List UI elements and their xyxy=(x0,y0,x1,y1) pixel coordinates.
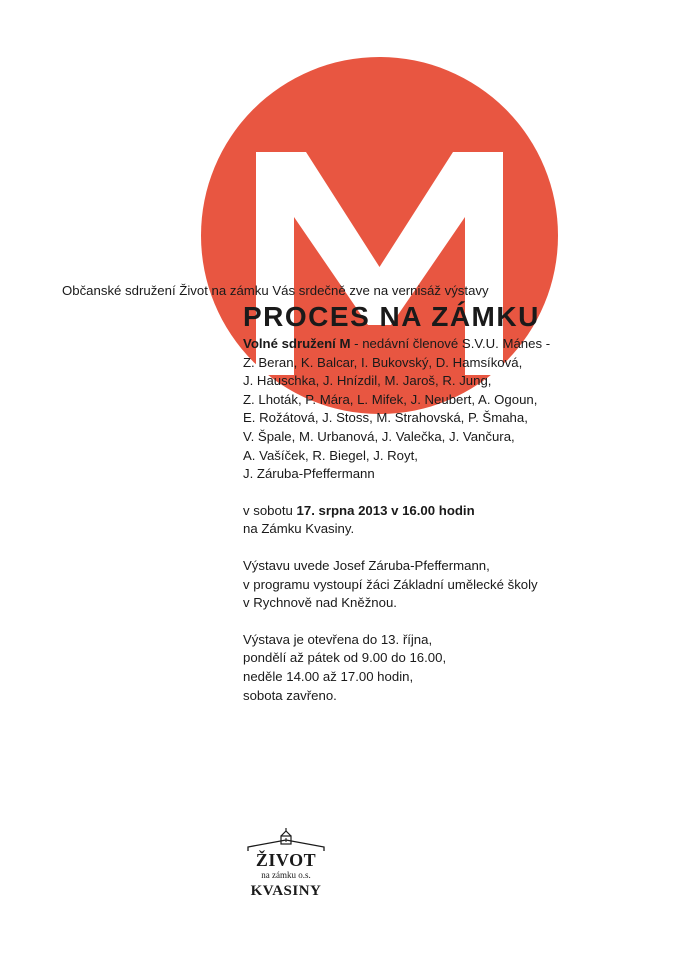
logo-zivot: ŽIVOT xyxy=(255,850,317,870)
member-line: J. Hauschka, J. Hnízdil, M. Jaroš, R. Jung, xyxy=(243,373,492,389)
exhibition-title: PROCES NA ZÁMKU xyxy=(243,301,540,332)
program-block xyxy=(243,557,663,613)
date-place: na Zámku Kvasiny. xyxy=(243,521,355,537)
member-line: Z. Lhoták, P. Mára, L. Mifek, J. Neubert, A. Ogoun, xyxy=(243,391,538,407)
date-prefix: v sobotu xyxy=(243,502,297,518)
logo-kvasiny: KVASINY xyxy=(250,883,322,899)
hours-line: pondělí až pátek od 9.00 do 16.00, xyxy=(243,650,447,666)
invitation-body xyxy=(243,335,663,705)
member-line: Z. Beran, K. Balcar, I. Bukovský, D. Hamsíková, xyxy=(243,354,523,370)
castle-icon xyxy=(240,828,332,852)
member-line: J. Záruba-Pfeffermann xyxy=(243,466,375,482)
program-line: Výstavu uvede Josef Záruba-Pfeffermann, xyxy=(243,557,490,573)
zivot-na-zamku-logo xyxy=(240,828,332,904)
date-block xyxy=(243,502,663,539)
date-when: 17. srpna 2013 v 16.00 hodin xyxy=(296,502,475,518)
program-line: v Rychnově nad Kněžnou. xyxy=(243,595,397,611)
members-heading xyxy=(243,335,663,354)
intro-text: Občanské sdružení Život na zámku Vás srdečně zve na vernisáž výstavy xyxy=(62,283,489,298)
hours-block xyxy=(243,631,663,705)
member-line: A. Vašíček, R. Biegel, J. Royt, xyxy=(243,447,418,463)
program-line: v programu vystoupí žáci Základní umělecké školy xyxy=(243,576,538,592)
member-line: V. Špale, M. Urbanová, J. Valečka, J. Vančura, xyxy=(243,428,515,444)
group-description: - nedávní členové S.V.U. Mánes - xyxy=(350,336,551,351)
hours-line: neděle 14.00 až 17.00 hodin, xyxy=(243,668,414,684)
group-name: Volné sdružení M xyxy=(243,336,351,351)
hours-line: Výstava je otevřena do 13. října, xyxy=(243,631,433,647)
hours-line: sobota zavřeno. xyxy=(243,687,337,703)
date-line xyxy=(243,502,663,521)
logo-subtitle: na zámku o.s. xyxy=(261,870,311,880)
member-line: E. Rožátová, J. Stoss, M. Strahovská, P. Šmaha, xyxy=(243,410,528,426)
members-block xyxy=(243,335,663,484)
